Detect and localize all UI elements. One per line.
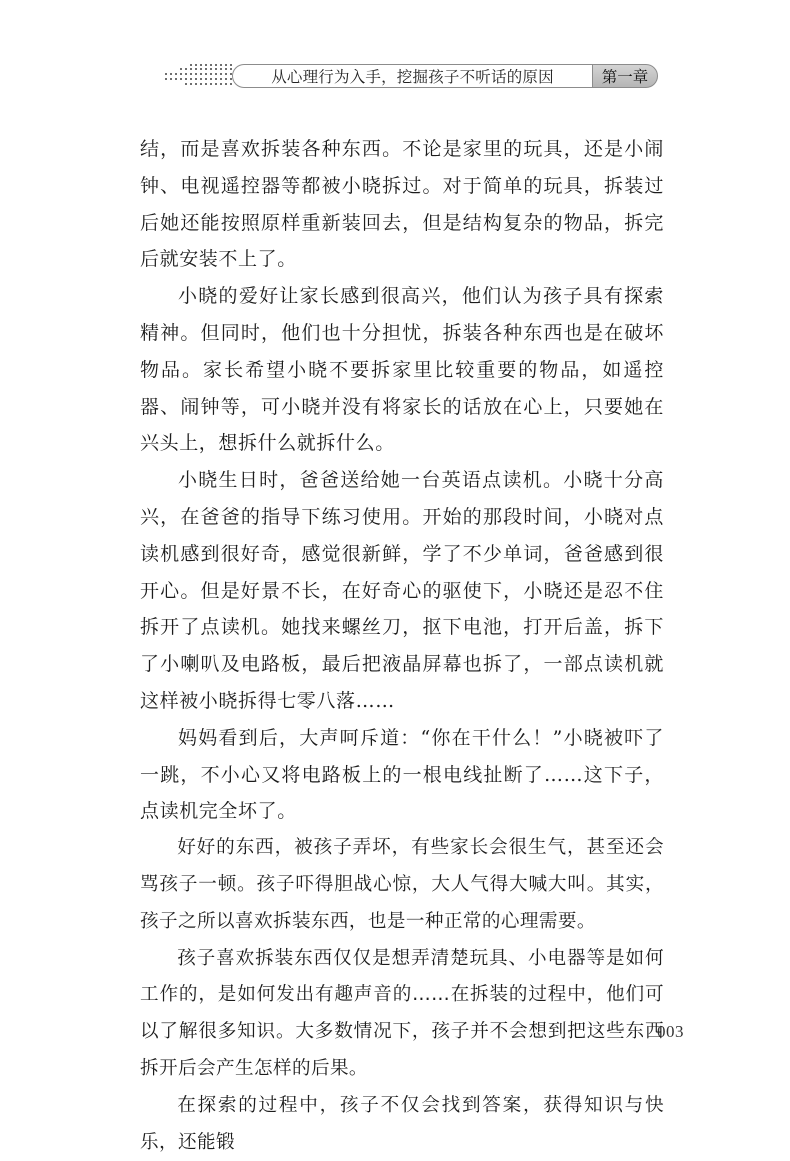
paragraph-1: 结，而是喜欢拆装各种东西。不论是家里的玩具，还是小闹钟、电视遥控器等都被小晓拆过。对于简单的玩具，拆装过后她还能按照原样重新装回去，但是结构复杂的物品，拆完后就安装不上了。 xyxy=(140,138,664,271)
dot-grid-ornament xyxy=(163,64,235,86)
paragraph-4: 妈妈看到后，大声呵斥道：“你在干什么！”小晓被吓了一跳，不小心又将电路板上的一根电线扯断了……这下子，点读机完全坏了。 xyxy=(140,726,664,823)
paragraph-5: 好好的东西，被孩子弄坏，有些家长会很生气，甚至还会骂孩子一顿。孩子吓得胆战心惊，大人气得大喊大叫。其实，孩子之所以喜欢拆装东西，也是一种正常的心理需要。 xyxy=(140,837,664,932)
chapter-tab xyxy=(592,64,658,88)
paragraph-3: 小晓生日时，爸爸送给她一台英语点读机。小晓十分高兴，在爸爸的指导下练习使用。开始的那段时间，小晓对点读机感到很好奇，感觉很新鲜，学了不少单词，爸爸感到很开心。但是好景不长，在好奇心的驱使下，小晓还是忍不住拆开了点读机。她找来螺丝刀，抠下电池，打开后盖，拆下了小喇叭及电路板，最后把液晶屏幕也拆了，一部点读机就这样被小晓拆得七零八落…… xyxy=(140,469,664,712)
page-body xyxy=(140,131,664,1161)
chapter-label: 第一章 xyxy=(601,68,649,86)
header-title: 从心理行为入手，挖掘孩子不听话的原因 xyxy=(271,68,554,86)
page-number: 003 xyxy=(657,1022,684,1041)
paragraph-2: 小晓的爱好让家长感到很高兴，他们认为孩子具有探索精神。但同时，他们也十分担忧，拆装各种东西也是在破坏物品。家长希望小晓不要拆家里比较重要的物品，如遥控器、闹钟等，可小晓并没有将家长的话放在心上，只要她在兴头上，想拆什么就拆什么。 xyxy=(140,285,664,455)
header-title-box xyxy=(232,64,592,88)
running-header xyxy=(0,0,790,110)
paragraph-7: 在探索的过程中，孩子不仅会找到答案，获得知识与快乐，还能锻 xyxy=(140,1094,664,1153)
paragraph-6: 孩子喜欢拆装东西仅仅是想弄清楚玩具、小电器等是如何工作的，是如何发出有趣声音的……在拆装的过程中，他们可以了解很多知识。大多数情况下，孩子并不会想到把这些东西拆开后会产生怎样的后果。 xyxy=(140,947,664,1079)
